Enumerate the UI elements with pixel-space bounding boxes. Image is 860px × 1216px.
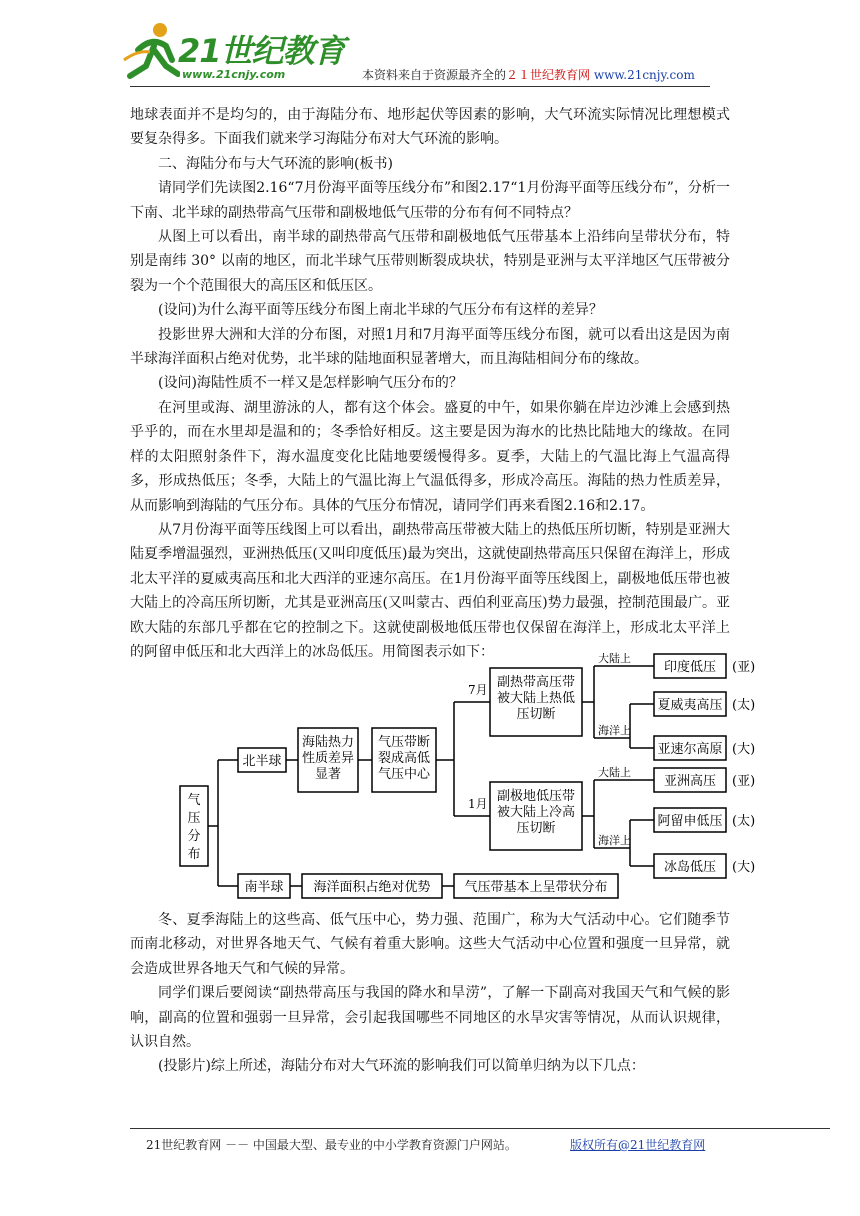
paragraph: 同学们课后要阅读“副热带高压与我国的降水和旱涝”，了解一下副高对我国天气和气候的影响，副高的位置和强弱一旦异常，会引起我国哪些不同地区的水旱灾害等情况，从而认识规律，认识自然。 [130, 985, 730, 1051]
ocean-label: 海洋上 [598, 834, 631, 847]
header-site-name[interactable]: ２１世纪教育网 [506, 68, 591, 82]
north-label: 北半球 [242, 754, 282, 769]
july-line-2: 被大陆上热低 [496, 691, 576, 706]
main-text [130, 103, 730, 664]
lower-text [130, 908, 730, 1079]
center-tag: (大) [732, 742, 756, 757]
south-cause-label: 海洋面积占绝对优势 [313, 880, 431, 895]
copyright-link[interactable]: 版权所有@21世纪教育网 [570, 1138, 706, 1152]
center-tag: (亚) [732, 774, 756, 789]
center-tag: (太) [732, 698, 756, 713]
paragraph: 从7月份海平面等压线图上可以看出，副热带高压带被大陆上的热低压所切断，特别是亚洲大陆夏季增温强烈，亚洲热低压(又叫印度低压)最为突出，这就使副热带高压只保留在海洋上，形成北太平洋的夏威夷高压和北大西洋的亚速尔高压。在1月份海平面等压线图上，副极地低压带也被大陆上的冷高压所切断，尤其是亚洲高压(又叫蒙古、西伯利亚高压)势力最强，控制范围最广。亚欧大陆的东部几乎都在它的控制之下。这就使副极地低压带也仅保留在海洋上，形成北太平洋上的阿留申低压和北大西洋上的冰岛低压。用简图表示如下： [130, 521, 730, 660]
cause-line-2: 性质差异 [301, 751, 355, 766]
land-label: 大陆上 [598, 766, 631, 779]
root-char-2: 压 [187, 811, 201, 826]
paragraph: 冬、夏季海陆上的这些高、低气压中心，势力强、范围广，称为大气活动中心。它们随季节而南北移动，对世界各地天气、气候有着重大影响。这些大气活动中心位置和强度一旦异常，就会造成世界各地天气和气候的异常。 [130, 912, 730, 977]
header-divider [130, 86, 710, 87]
header-note-prefix: 本资料来自于资源最齐全的 [362, 68, 507, 82]
jan-line-1: 副极地低压带 [496, 789, 576, 804]
center-tag: (亚) [732, 660, 756, 675]
section-heading: 二、海陆分布与大气环流的影响(板书) [158, 155, 393, 172]
january-label: 1月 [468, 797, 488, 811]
cause-line-3: 显著 [314, 767, 342, 782]
root-char-1: 气 [187, 793, 201, 808]
center-tag: (太) [732, 814, 756, 829]
page-header [0, 0, 860, 96]
paragraph: 地球表面并不是均匀的，由于海陆分布、地形起伏等因素的影响，大气环流实际情况比理想模式要复杂得多。下面我们就来学习海陆分布对大气环流的影响。 [130, 107, 730, 148]
cause-line-1: 海陆热力 [301, 735, 355, 750]
question: (设问)为什么海平面等压线分布图上南北半球的气压分布有这样的差异？ [158, 302, 603, 319]
site-logo[interactable] [120, 20, 350, 88]
center-name: 夏威夷高压 [657, 698, 723, 713]
center-name: 印度低压 [663, 660, 717, 675]
center-name: 阿留申低压 [657, 814, 723, 829]
july-line-1: 副热带高压带 [496, 675, 576, 690]
center-name: 亚洲高压 [663, 774, 717, 789]
running-figure-icon [120, 20, 180, 84]
result-line-3: 气压中心 [377, 767, 431, 782]
paragraph: 投影世界大洲和大洋的分布图，对照1月和7月海平面等压线分布图，就可以看出这是因为南半球海洋面积占绝对优势，北半球的陆地面积显著增大，而且海陆相间分布的缘故。 [130, 326, 730, 368]
root-char-4: 布 [187, 847, 201, 862]
logo-wordmark: 21世纪教育 [178, 32, 345, 70]
jan-line-2: 被大陆上冷高 [496, 805, 576, 820]
center-tag: (大) [732, 860, 756, 875]
land-label: 大陆上 [598, 652, 631, 665]
south-result-label: 气压带基本上呈带状分布 [464, 880, 608, 895]
pressure-distribution-diagram [170, 648, 770, 906]
result-line-2: 裂成高低 [377, 751, 431, 766]
footer-divider [130, 1128, 830, 1129]
logo-url: www.21cnjy.com [182, 68, 286, 81]
header-site-url[interactable]: www.21cnjy.com [593, 68, 695, 82]
center-name: 冰岛低压 [663, 860, 717, 875]
root-char-3: 分 [187, 829, 201, 844]
paragraph: 从图上可以看出，南半球的副热带高气压带和副极地低气压带基本上沿纬向呈带状分布，特别是南纬 30° 以南的地区，而北半球气压带则断裂成块状，特别是亚洲与太平洋地区气压带被分裂为一个个范围很大的高压区和低压区。 [130, 229, 730, 294]
paragraph: 在河里或海、湖里游泳的人，都有这个体会。盛夏的中午，如果你躺在岸边沙滩上会感到热乎乎的，而在水里却是温和的；冬季恰好相反。这主要是因为海水的比热比陆地大的缘故。在同样的太阳照射条件下，海水温度变化比陆地要缓慢得多。夏季，大陆上的气温比海上气温高得多，形成热低压；冬季，大陆上的气温比海上气温低得多，形成冷高压。海陆的热力性质差异，从而影响到海陆的气压分布。具体的气压分布情况，请同学们再来看图2.16和2.17。 [130, 399, 730, 514]
footer-text: 21世纪教育网 －－ 中国最大型、最专业的中小学教育资源门户网站。 [146, 1138, 517, 1152]
july-label: 7月 [468, 683, 488, 697]
header-note [362, 66, 695, 83]
paragraph: 请同学们先读图2.16“7月份海平面等压线分布”和图2.17“1月份海平面等压线分布”，分析一下南、北半球的副热带高气压带和副极地低气压带的分布有何不同特点？ [130, 180, 730, 221]
ocean-label: 海洋上 [598, 724, 631, 737]
result-line-1: 气压带断 [377, 735, 431, 750]
paragraph: (投影片)综上所述，海陆分布对大气环流的影响我们可以简单归纳为以下几点： [158, 1058, 645, 1075]
question: (设问)海陆性质不一样又是怎样影响气压分布的？ [158, 375, 463, 392]
center-name: 亚速尔高原 [657, 742, 723, 757]
jan-line-3: 压切断 [516, 821, 556, 836]
july-line-3: 压切断 [516, 707, 556, 722]
south-label: 南半球 [244, 880, 284, 895]
